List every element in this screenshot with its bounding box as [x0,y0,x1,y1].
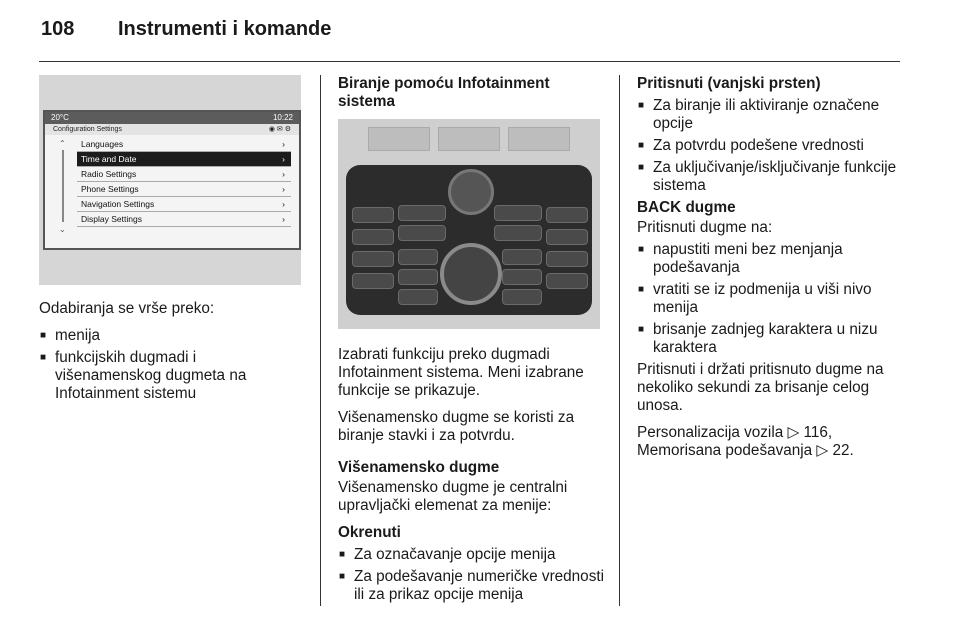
bullet-item: ■ vratiti se iz podmenija u viši nivo menija [637,281,902,317]
status-icons: ◉ ✉ ⚙ [268,126,291,133]
console-button [398,225,446,241]
screen-title-bar [45,124,299,135]
console-button [494,225,542,241]
console-button [494,205,542,221]
bullet-item: ■ Za uključivanje/isključivanje funkcije sistema [637,159,902,195]
vent [508,127,570,151]
press-bullets [637,97,902,195]
menu-row [77,197,291,212]
selection-bullets [39,327,301,403]
reference-page[interactable]: 22. [832,442,854,459]
console-button [546,273,588,289]
page-ref-icon: ▷ [816,442,829,459]
column-2 [338,75,606,613]
screen-title: Configuration Settings [53,126,122,133]
console-button [398,249,438,265]
paragraph: Višenamensko dugme se koristi za biranje stavki i za potvrdu. [338,409,575,444]
bullet-item: ■ funkcijskih dugmadi i višenamenskog dugmeta na Infotainment sistemu [39,349,301,403]
rotate-bullets [338,546,606,604]
paragraph: Pritisnuti i držati pritisnuto dugme na nekoliko sekundi za brisanje celog unosa. [637,361,884,414]
page-ref-icon: ▷ [787,424,800,441]
menu-row [77,137,291,152]
column-1 [39,75,301,412]
menu-row [77,182,291,197]
reference-page[interactable]: 116, [803,424,833,441]
clock-readout: 10:22 [272,113,293,122]
menu-row-label: Display Settings [81,214,142,224]
bullet-item: ■ brisanje zadnjeg karaktera u nizu karaktera [637,321,902,357]
page-number: 108 [41,18,75,40]
press-heading: Pritisnuti (vanjski prsten) [637,75,821,92]
chevron-right-icon: › [282,214,285,224]
back-bullets [637,241,902,357]
paragraph: Višenamensko dugme je centralni upravljački elemenat za menije: [338,479,568,514]
bullet-item: ■ Za potvrdu podešene vrednosti [637,137,902,155]
column-3 [637,75,902,469]
chevron-right-icon: › [282,184,285,194]
intro-text: Odabiranja se vrše preko: [39,300,215,317]
console-button [352,273,394,289]
menu-row-label: Radio Settings [81,169,137,179]
reference-link[interactable]: Personalizacija vozila [637,424,784,441]
chevron-right-icon: › [282,199,285,209]
console-button [502,249,542,265]
settings-menu-list [77,137,291,227]
menu-row [77,167,291,182]
back-heading: BACK dugme [637,199,736,216]
console-button [546,251,588,267]
menu-row [77,152,291,167]
menu-row [77,212,291,227]
console-button [398,269,438,285]
vent [438,127,500,151]
multifunction-knob [440,243,502,305]
section-heading: Biranje pomoću Infotainment sistema [338,75,550,110]
temperature-readout: 20°C [51,113,69,122]
display-screen [43,110,301,250]
menu-row-label: Languages [81,139,124,149]
console-button [352,229,394,245]
bullet-item: ■ Za biranje ili aktiviranje označene opcije [637,97,902,133]
menu-row-label: Phone Settings [81,184,139,194]
paragraph: Pritisnuti dugme na: [637,219,773,236]
chevron-down-icon: ⌄ [59,225,66,234]
bullet-item: ■ Za podešavanje numeričke vrednosti ili za prikaz opcije menija [338,568,606,604]
scrollbar [59,140,67,232]
rotate-heading: Okrenuti [338,524,401,541]
infotainment-console-photo [338,119,600,329]
chevron-right-icon: › [282,154,285,164]
chevron-up-icon: ⌃ [59,139,66,148]
cross-reference [637,424,902,460]
console-button [546,229,588,245]
console-button [546,207,588,223]
column-divider [619,75,620,606]
paragraph: Izabrati funkciju preko dugmadi Infotainment sistema. Meni izabrane funkcije se prikazuje. [338,346,584,399]
bullet-item: ■ Za označavanje opcije menija [338,546,606,564]
chevron-right-icon: › [282,139,285,149]
console-button [502,289,542,305]
column-divider [320,75,321,606]
console-button [352,207,394,223]
bullet-item: ■ menija [39,327,301,345]
console-button [502,269,542,285]
reference-link[interactable]: Memorisana podešavanja [637,442,813,459]
menu-row-label: Navigation Settings [81,199,155,209]
volume-knob [448,169,494,215]
vent [368,127,430,151]
sub-heading: Višenamensko dugme [338,459,500,476]
console-button [398,289,438,305]
menu-row-label: Time and Date [81,154,137,164]
console-button [352,251,394,267]
status-bar [45,112,299,124]
settings-screen-photo [39,75,301,285]
console-button [398,205,446,221]
bullet-item: ■ napustiti meni bez menjanja podešavanja [637,241,902,277]
scroll-track [62,150,64,222]
page-title: Instrumenti i komande [118,18,332,40]
chevron-right-icon: › [282,169,285,179]
header-rule [39,61,900,62]
